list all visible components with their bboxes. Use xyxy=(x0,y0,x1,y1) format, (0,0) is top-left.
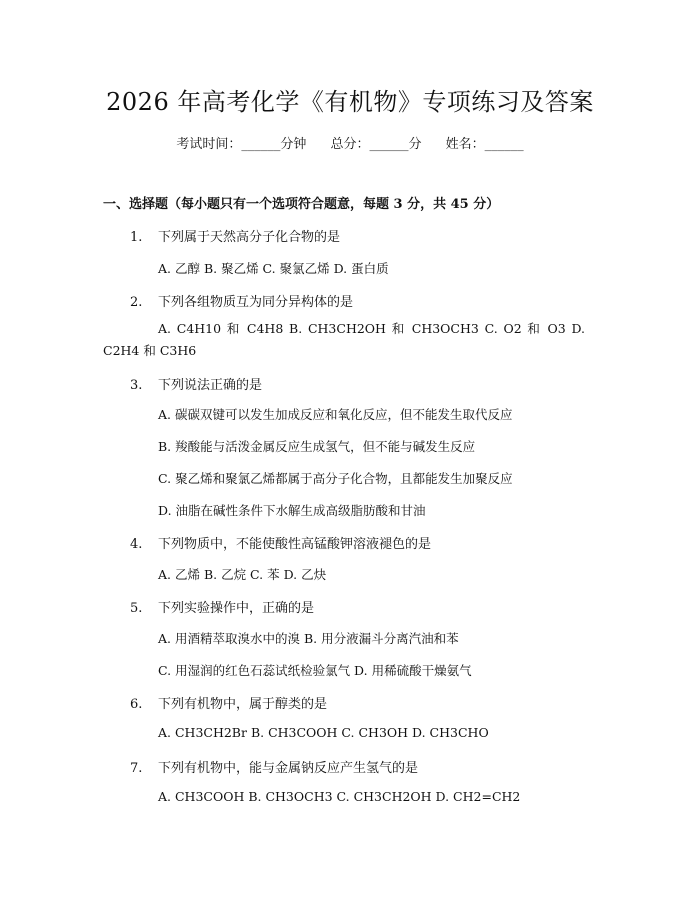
question-stem: 下列有机物中，能与金属钠反应产生氢气的是 xyxy=(158,761,419,776)
question-6-options: A. CH3CH2Br B. CH3COOH C. CH3OH D. CH3CHO xyxy=(158,725,489,740)
exam-score: 总分：______分 xyxy=(330,137,422,152)
question-5-options-ab: A. 用酒精萃取溴水中的溴 B. 用分液漏斗分离汽油和苯 xyxy=(158,631,459,646)
question-number: 2. xyxy=(130,295,143,310)
question-number: 6. xyxy=(130,697,143,712)
question-3 xyxy=(130,374,262,393)
question-stem: 下列有机物中，属于醇类的是 xyxy=(158,697,328,712)
exam-name: 姓名：______ xyxy=(445,137,524,152)
exam-time: 考试时间：______分钟 xyxy=(176,137,307,152)
question-stem: 下列实验操作中，正确的是 xyxy=(158,601,315,616)
question-7-options: A. CH3COOH B. CH3OCH3 C. CH3CH2OH D. CH2=CH2 xyxy=(158,789,521,804)
question-4 xyxy=(130,533,431,552)
section-heading: 一、选择题（每小题只有一个选项符合题意，每题 3 分，共 45 分） xyxy=(103,197,500,212)
question-7 xyxy=(130,757,418,776)
question-3-option-c: C. 聚乙烯和聚氯乙烯都属于高分子化合物，且都能发生加聚反应 xyxy=(158,471,513,486)
question-number: 4. xyxy=(130,537,143,552)
question-3-option-d: D. 油脂在碱性条件下水解生成高级脂肪酸和甘油 xyxy=(158,503,426,518)
question-5 xyxy=(130,597,314,616)
question-4-options: A. 乙烯 B. 乙烷 C. 苯 D. 乙炔 xyxy=(158,567,327,582)
page-title: 2026 年高考化学《有机物》专项练习及答案 xyxy=(106,88,594,116)
question-number: 1. xyxy=(130,230,143,245)
question-stem: 下列各组物质互为同分异构体的是 xyxy=(158,295,354,310)
question-stem: 下列物质中，不能使酸性高锰酸钾溶液褪色的是 xyxy=(158,537,432,552)
question-number: 5. xyxy=(130,601,143,616)
question-stem: 下列属于天然高分子化合物的是 xyxy=(158,230,341,245)
exam-meta xyxy=(0,133,700,152)
question-1-options: A. 乙醇 B. 聚乙烯 C. 聚氯乙烯 D. 蛋白质 xyxy=(158,261,389,276)
question-3-option-b: B. 羧酸能与活泼金属反应生成氢气，但不能与碱发生反应 xyxy=(158,439,476,454)
question-number: 7. xyxy=(130,761,143,776)
question-3-option-a: A. 碳碳双键可以发生加成反应和氧化反应，但不能发生取代反应 xyxy=(158,407,513,422)
question-5-options-cd: C. 用湿润的红色石蕊试纸检验氯气 D. 用稀硫酸干燥氨气 xyxy=(158,663,472,678)
question-number: 3. xyxy=(130,378,143,393)
question-stem: 下列说法正确的是 xyxy=(158,378,263,393)
question-6 xyxy=(130,693,327,712)
question-2 xyxy=(130,291,353,310)
question-2-options: A. C4H10 和 C4H8 B. CH3CH2OH 和 CH3OCH3 C. O2 和 O3 D. C2H4 和 C3H6 xyxy=(103,321,585,358)
question-1 xyxy=(130,226,340,245)
